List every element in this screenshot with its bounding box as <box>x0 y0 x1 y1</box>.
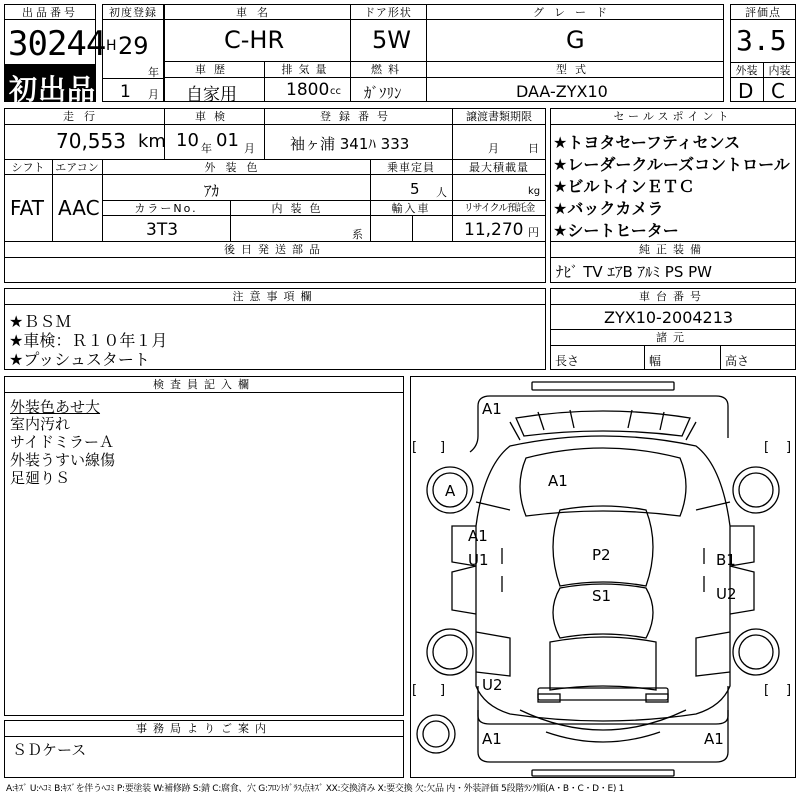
chassis-number: ZYX10-2004213 <box>604 308 734 327</box>
inspection-month-unit: 月 <box>244 142 255 155</box>
damage-mark: P2 <box>592 546 611 564</box>
bracket-close: ] <box>786 440 792 455</box>
year-era: H <box>106 38 117 54</box>
month: 1 <box>120 82 131 102</box>
load-label: 最大積載量 <box>469 161 529 174</box>
damage-mark: A1 <box>704 730 724 748</box>
fuel: ｶﾞｿﾘﾝ <box>364 84 402 102</box>
note-item: ★車検：Ｒ１０年１月 <box>9 331 168 350</box>
genuine-title: 純正装備 <box>639 243 707 256</box>
damage-mark: A <box>445 482 456 500</box>
year-unit: 年 <box>148 66 159 79</box>
note-item: ★ＢＳＭ <box>9 312 72 331</box>
mileage: 70,553 <box>56 129 126 153</box>
sales-point-item: ★シートヒーター <box>553 221 679 240</box>
sales-point-item: ★バックカメラ <box>553 199 664 218</box>
door-label: ドア形状 <box>364 6 412 19</box>
inspector-title: 検査員記入欄 <box>153 378 255 391</box>
sales-point-item: ★トヨタセーフティセンス <box>553 133 741 152</box>
color-label: 外装色 <box>204 161 268 174</box>
model: C-HR <box>224 26 285 54</box>
dims-title: 諸元 <box>656 331 690 344</box>
interior-grade: C <box>771 79 785 103</box>
later-parts-title: 後日発送部品 <box>224 243 326 256</box>
genuine-equipment: ﾅﾋﾞ TV ｴｱB ｱﾙﾐ PS PW <box>556 263 712 281</box>
inspection-year-unit: 年 <box>201 142 212 155</box>
capacity-unit: 人 <box>436 186 447 199</box>
legend-text: A:ｷｽﾞ U:ﾍｺﾐ B:ｷｽﾞを伴うﾍｺﾐ P:要塗装 W:補修跡 S:錆 C:腐食、穴 G:ﾌﾛﾝﾄｶﾞﾗｽ点ｷｽﾞ XX:交換済み X:要交換 欠:欠品 内・外装評価 5段階ﾗﾝｸ順(A・B・C・D・E) 1 <box>6 784 625 794</box>
sales-point-item: ★ビルトインＥＴＣ <box>553 177 695 196</box>
model-code-label: 型式 <box>556 63 594 76</box>
month-unit: 月 <box>148 88 159 101</box>
inspector-line: 足廻りＳ <box>10 469 71 487</box>
interior-color-label: 内装色 <box>271 202 329 215</box>
shift: FAT <box>10 196 45 220</box>
bracket-open: [ <box>764 440 770 455</box>
history: 自家用 <box>186 85 237 105</box>
score-label: 評価点 <box>745 6 781 19</box>
inspection-year: 10 <box>176 130 199 151</box>
transfer-month-unit: 月 <box>488 142 499 155</box>
year: 29 <box>118 32 149 60</box>
mileage-label: 走行 <box>63 110 105 123</box>
car-body-diagram <box>410 376 796 778</box>
exterior-grade: D <box>738 79 754 103</box>
capacity-label: 乗車定員 <box>387 161 435 174</box>
transfer-label: 譲渡書類期限 <box>466 110 532 123</box>
bracket-close: ] <box>786 683 792 698</box>
plate-label: 登録番号 <box>320 110 396 123</box>
color: ｱｶ <box>204 182 220 200</box>
lot-number-label: 出品番号 <box>22 6 78 19</box>
damage-mark: S1 <box>592 587 612 605</box>
ac-label: エアコン <box>55 161 99 174</box>
color-no-label: カラーNo. <box>134 202 198 215</box>
damage-mark: U1 <box>468 551 489 569</box>
damage-mark: U2 <box>716 585 737 603</box>
damage-mark: A1 <box>482 730 502 748</box>
displacement: 1800 <box>286 80 330 100</box>
first-listing-text: 初出品 <box>9 73 97 106</box>
plate: 袖ヶ浦 341ﾊ 333 <box>290 135 410 153</box>
recycle: 11,270 <box>464 220 524 240</box>
bracket-open: [ <box>412 440 418 455</box>
doors: 5W <box>372 26 411 54</box>
bracket-open: [ <box>412 683 418 698</box>
inspector-line: サイドミラーＡ <box>10 433 114 451</box>
sales-point-item: ★レーダークルーズコントロール <box>553 155 790 174</box>
model-label: 車名 <box>236 6 278 19</box>
dims-length: 長さ <box>555 354 580 368</box>
transfer-day-unit: 日 <box>528 142 539 155</box>
load-unit: kg <box>528 186 541 197</box>
first-registration-label: 初度登録 <box>109 6 157 19</box>
history-label: 車歴 <box>195 63 233 76</box>
note-item: ★プッシュスタート <box>9 350 150 369</box>
inspector-line: 外装うすい線傷 <box>10 451 116 469</box>
interior-color-unit: 系 <box>352 228 363 241</box>
damage-mark: U2 <box>482 676 503 694</box>
dims-width: 幅 <box>649 354 662 368</box>
sales-points-title: セールスポイント <box>613 110 733 123</box>
bracket-close: ] <box>440 683 446 698</box>
damage-mark: A1 <box>482 400 502 418</box>
damage-mark: A1 <box>548 472 568 490</box>
grade: G <box>566 26 585 54</box>
ac: AAC <box>58 196 100 220</box>
score: 3.5 <box>736 24 787 57</box>
chassis-title: 車台番号 <box>639 290 707 303</box>
inspection-label: 車検 <box>195 110 233 123</box>
office-title: 事務局よりご案内 <box>136 722 272 735</box>
interior-label: 内装 <box>768 64 791 77</box>
inspection-month: 01 <box>216 130 239 151</box>
displacement-label: 排気量 <box>281 63 333 76</box>
recycle-label: リサイクル預託金 <box>463 203 535 214</box>
bracket-close: ] <box>440 440 446 455</box>
inspector-line: 室内汚れ <box>10 415 71 433</box>
import-label: 輸入車 <box>391 202 431 215</box>
damage-mark: B1 <box>716 551 736 569</box>
color-no: 3T3 <box>146 220 179 240</box>
inspector-line: 外装色あせ大 <box>10 398 101 416</box>
model-code: DAA-ZYX10 <box>516 82 608 101</box>
notes-title: 注意事項欄 <box>232 290 318 303</box>
fuel-label: 燃料 <box>371 63 405 76</box>
grade-label: グレード <box>533 6 617 19</box>
mileage-unit: km <box>138 131 166 152</box>
bracket-open: [ <box>764 683 770 698</box>
capacity: 5 <box>410 180 420 198</box>
damage-mark: A1 <box>468 527 488 545</box>
dims-height: 高さ <box>725 354 750 368</box>
shift-label: シフト <box>11 161 45 174</box>
office-text: ＳＤケース <box>12 741 87 759</box>
exterior-label: 外装 <box>735 64 758 77</box>
displacement-unit: cc <box>330 86 341 97</box>
lot-number: 30244 <box>8 24 106 64</box>
recycle-unit: 円 <box>528 226 539 239</box>
